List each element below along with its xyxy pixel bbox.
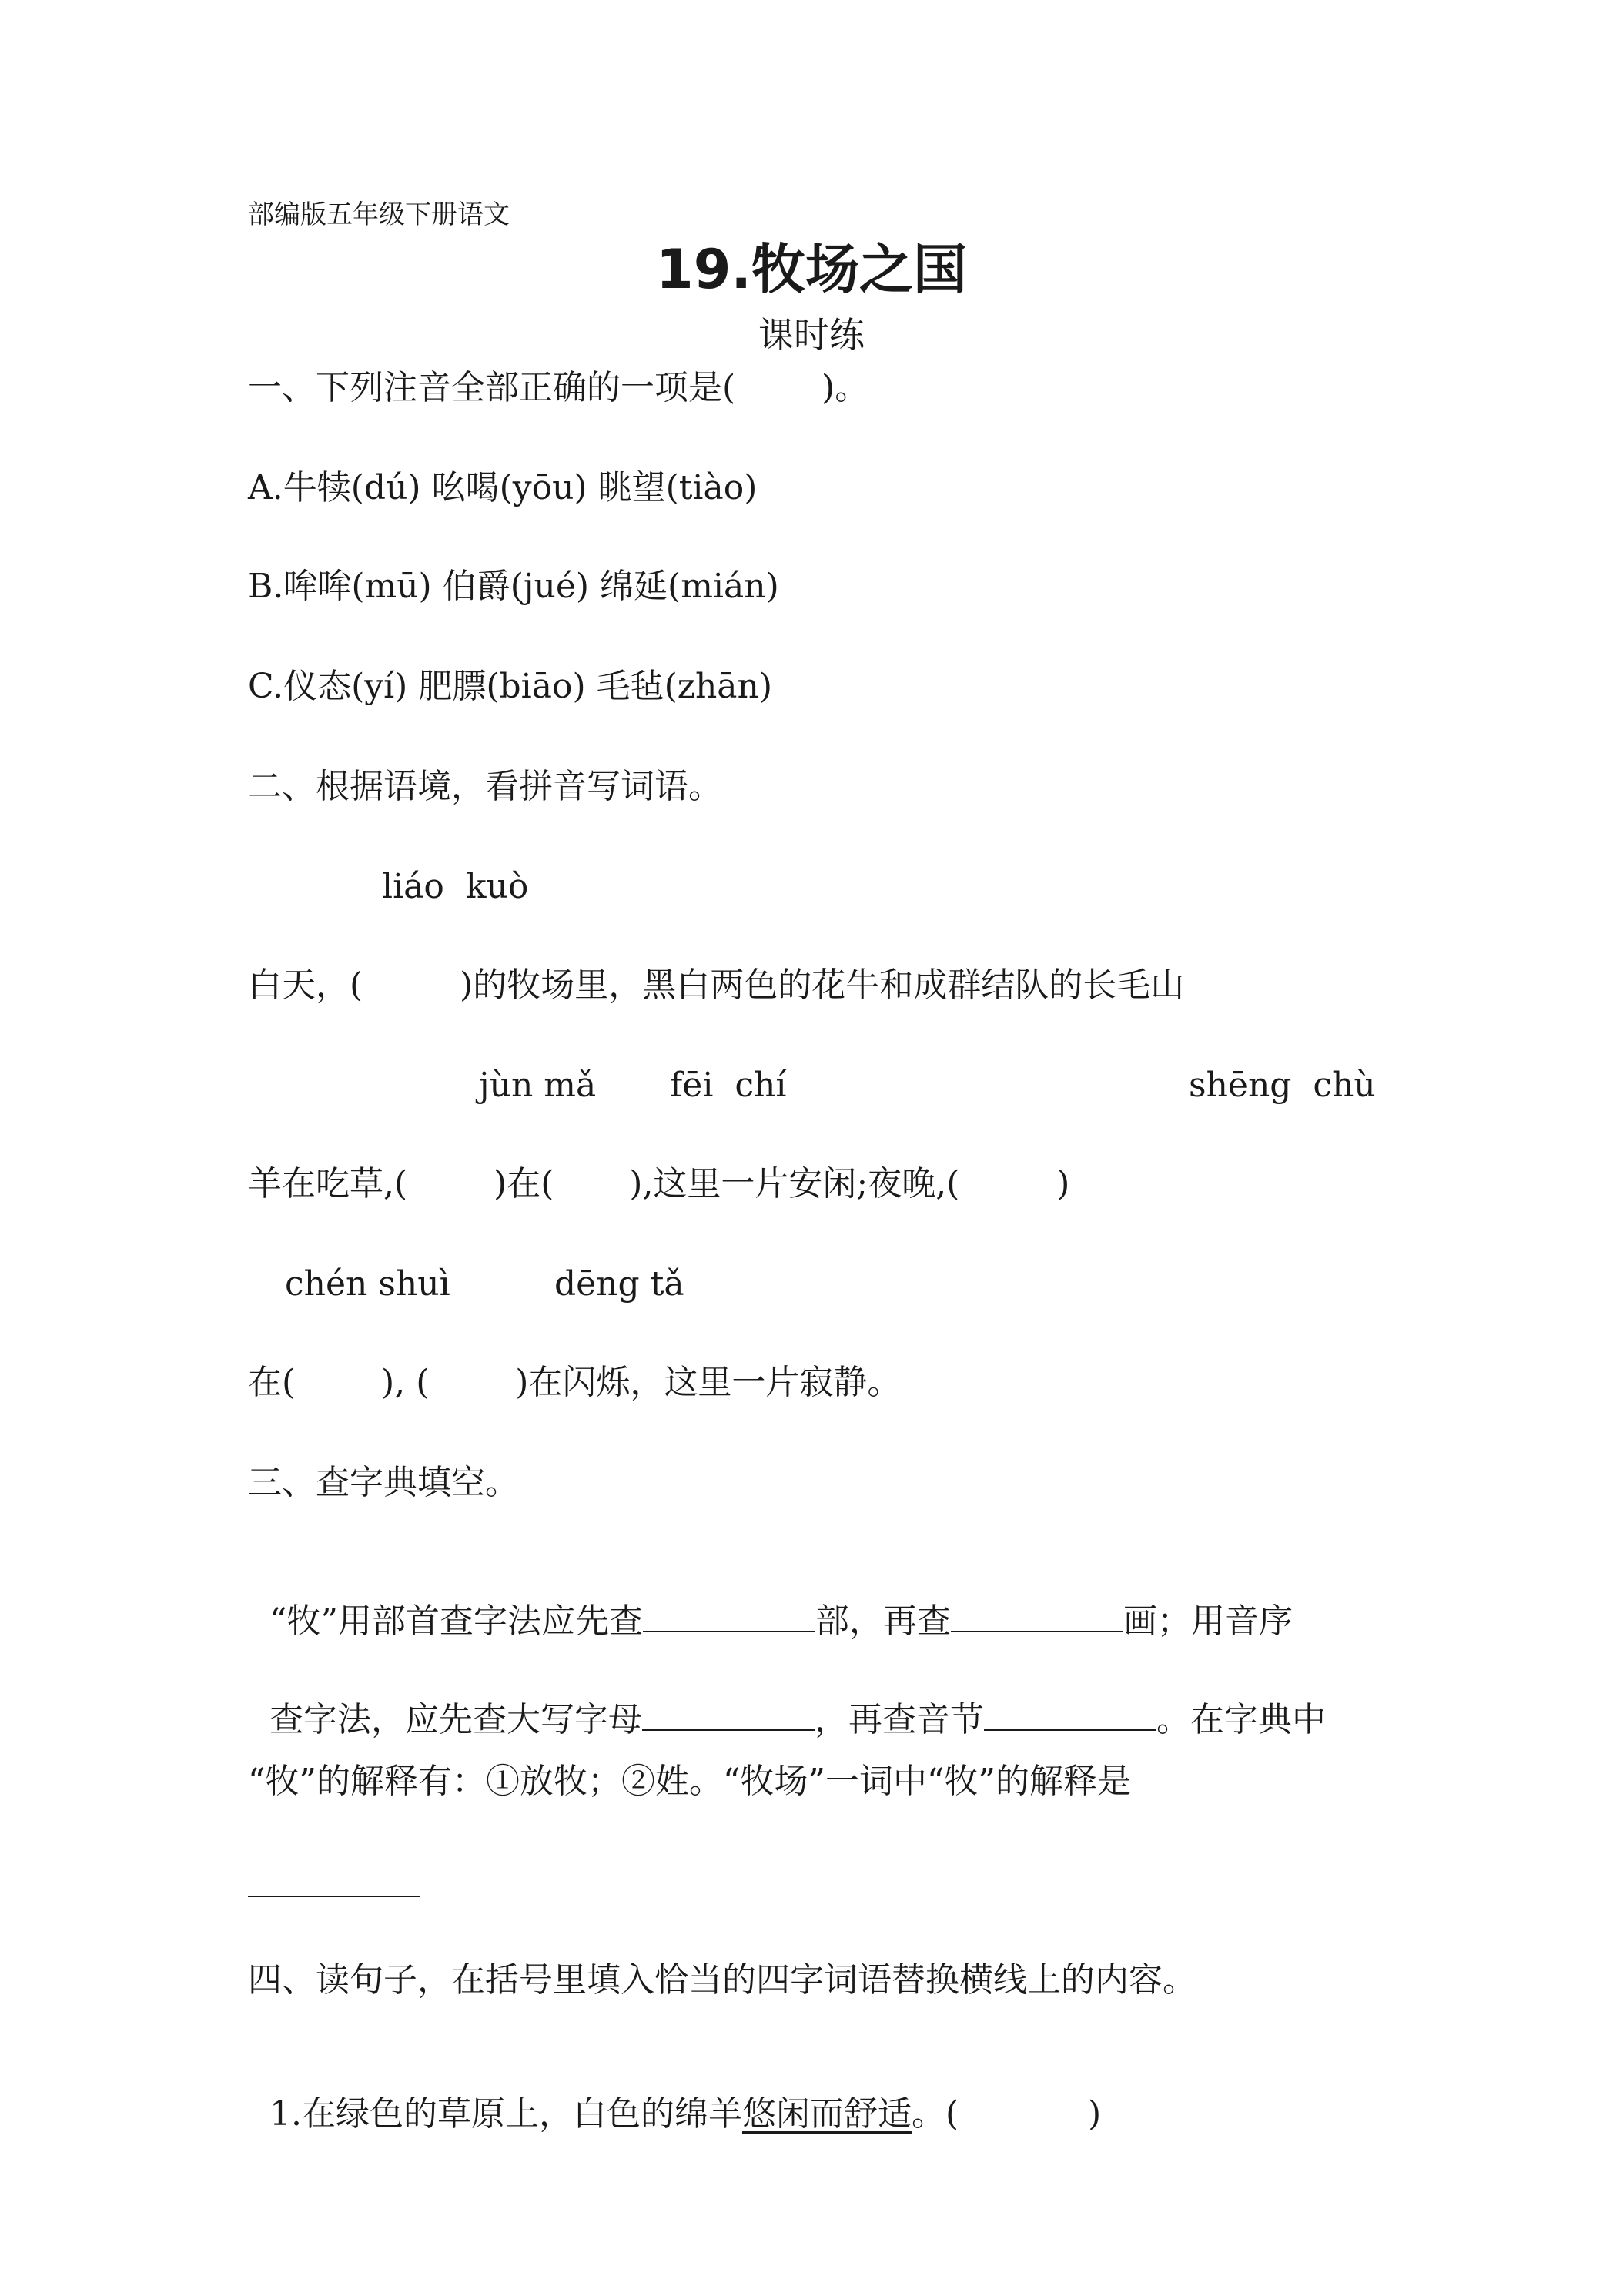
q2-pinyin-junma: jùn mǎ (479, 1066, 597, 1105)
q3-blank-radical[interactable] (643, 1600, 815, 1632)
q2-line-3: 在( ), ( )在闪烁，这里一片寂静。 (248, 1363, 902, 1402)
q2-heading: 二、根据语境，看拼音写词语。 (248, 767, 722, 806)
series-label: 部编版五年级下册语文 (248, 199, 510, 230)
q4-item1-underlined-phrase: 悠闲而舒适 (741, 2094, 912, 2134)
q3-blank-meaning[interactable] (248, 1896, 420, 1897)
q1-option-b: B.哞哞(mū) 伯爵(jué) 绵延(mián) (248, 567, 779, 606)
q2-pinyin-feichi: fēi chí (670, 1066, 787, 1105)
q4-item-1 (248, 2063, 1102, 2134)
q2-pinyin-dengta: dēng tǎ (554, 1264, 684, 1304)
q2-pinyin-chenshui: chén shuì (285, 1264, 450, 1304)
q3-blank-syllable[interactable] (984, 1699, 1156, 1731)
q1-option-a: A.牛犊(dú) 吆喝(yōu) 眺望(tiào) (248, 468, 758, 507)
q3-line1-text-b: 部，再查 (815, 1602, 951, 1641)
q2-line-1: 白天，( )的牧场里，黑白两色的花牛和成群结队的长毛山 (248, 966, 1185, 1005)
q2-line-2: 羊在吃草,( )在( ),这里一片安闲;夜晚,( ) (248, 1164, 1070, 1203)
q3-line-2 (248, 1665, 1326, 1737)
q4-item1-text-b: 。( ) (911, 2094, 1102, 2134)
q4-item1-text-a: 1.在绿色的草原上，白色的绵羊 (269, 2094, 742, 2134)
page-title: 19.牧场之国 (655, 238, 967, 301)
q3-line1-text-a: “牧”用部首查字法应先查 (269, 1602, 643, 1641)
q4-heading: 四、读句子，在括号里填入恰当的四字词语替换横线上的内容。 (248, 1960, 1196, 2000)
q3-line2-text-c: 。在字典中 (1156, 1700, 1326, 1739)
q3-line-3: “牧”的解释有：①放牧；②姓。“牧场”一词中“牧”的解释是 (248, 1762, 1131, 1801)
q1-option-c: C.仪态(yí) 肥膘(biāo) 毛毡(zhān) (248, 667, 773, 706)
q3-blank-letter[interactable] (642, 1699, 815, 1731)
q3-line1-text-c: 画；用音序 (1123, 1602, 1293, 1641)
q3-line-1 (248, 1566, 1293, 1641)
page-subtitle: 课时练 (758, 314, 865, 356)
q3-blank-strokes[interactable] (951, 1600, 1123, 1632)
q3-heading: 三、查字典填空。 (248, 1463, 519, 1502)
q2-pinyin-shengchu: shēng chù (1189, 1066, 1376, 1105)
q3-line2-text-b: ，再查音节 (814, 1700, 984, 1739)
q1-heading: 一、下列注音全部正确的一项是( )。 (248, 368, 869, 407)
q3-line2-text-a: 查字法，应先查大写字母 (269, 1700, 642, 1739)
q2-pinyin-liaokuo: liáo kuò (382, 867, 529, 906)
